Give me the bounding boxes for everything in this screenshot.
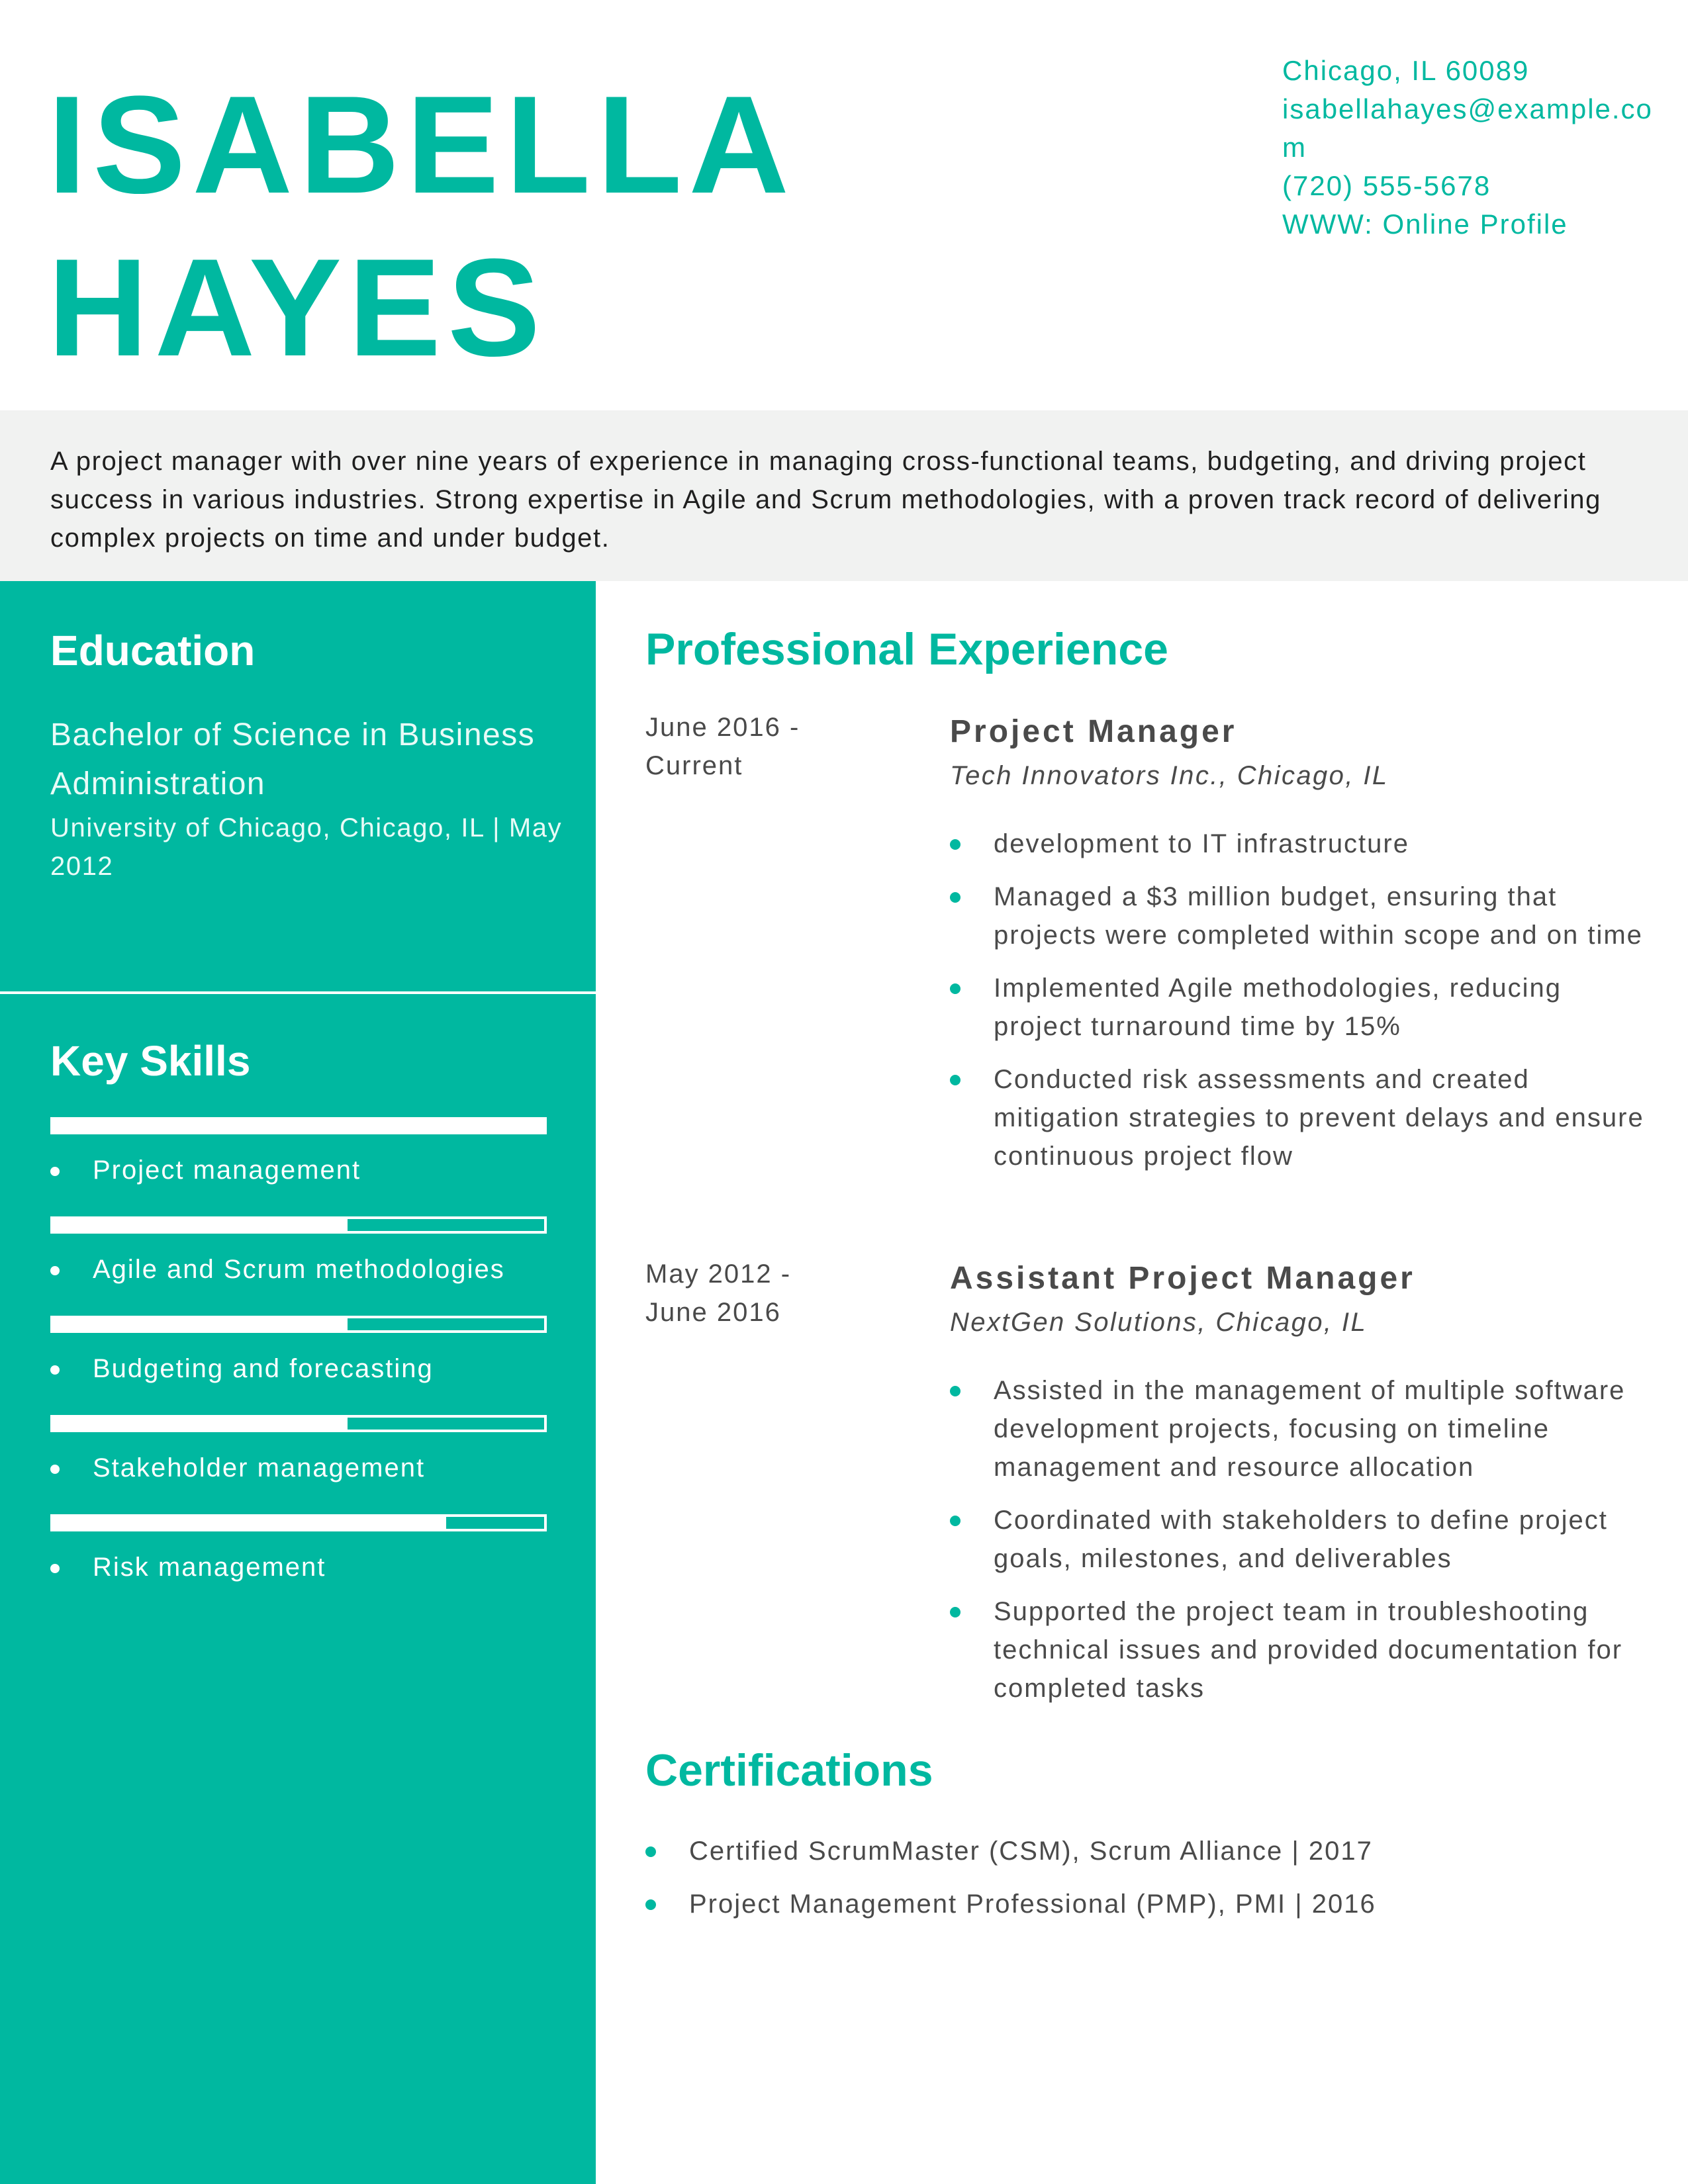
- skill-level-bar: [50, 1117, 547, 1134]
- skill-label: Budgeting and forecasting: [93, 1354, 434, 1383]
- skill-label: Risk management: [93, 1553, 326, 1582]
- skill-level-fill: [53, 1219, 348, 1231]
- job-dates: June 2016 - Current: [645, 713, 800, 780]
- bullet-icon: [645, 1846, 656, 1857]
- skill-item: [50, 1354, 434, 1384]
- skill-label: Project management: [93, 1156, 361, 1185]
- bullet-text: Implemented Agile methodologies, reducing project turnaround time by 15%: [994, 974, 1562, 1041]
- bullet-text: Managed a $3 million budget, ensuring that projects were completed within scope and on time: [994, 882, 1643, 950]
- skill-level-bar: [50, 1216, 547, 1234]
- bullet-text: Supported the project team in troubleshooting technical issues and provided documentation for completed tasks: [994, 1597, 1623, 1703]
- experience-heading: Professional Experience: [645, 624, 1168, 674]
- contact-phone[interactable]: (720) 555-5678: [1282, 170, 1491, 201]
- sidebar: [0, 581, 596, 2184]
- list-item: [950, 1060, 1652, 1175]
- skill-level-bar: [50, 1514, 547, 1531]
- bullet-icon: [645, 1899, 656, 1910]
- bullet-text: Assisted in the management of multiple software development projects, focusing on timeline management and resource allocation: [994, 1376, 1626, 1482]
- list-item: [950, 1501, 1652, 1578]
- skill-item: [50, 1553, 326, 1582]
- bullet-icon: [950, 1386, 961, 1396]
- skill-item: [50, 1255, 505, 1285]
- bullet-icon: [950, 839, 961, 850]
- bullet-icon: [50, 1167, 60, 1176]
- bullet-icon: [950, 1075, 961, 1085]
- job-company: Tech Innovators Inc., Chicago, IL: [950, 761, 1389, 790]
- list-item: [645, 1885, 1638, 1923]
- first-name: ISABELLA: [48, 67, 796, 222]
- bullet-icon: [50, 1465, 60, 1474]
- skill-level-fill: [53, 1120, 544, 1132]
- list-item: [950, 1592, 1652, 1707]
- skill-label: Stakeholder management: [93, 1453, 426, 1482]
- certifications-list: [645, 1832, 1638, 1938]
- summary-band: [0, 410, 1688, 581]
- skill-label: Agile and Scrum methodologies: [93, 1255, 505, 1284]
- skill-level-bar: [50, 1316, 547, 1333]
- skills-heading: Key Skills: [50, 1037, 251, 1085]
- skill-item: [50, 1156, 361, 1185]
- skill-level-fill: [53, 1418, 348, 1430]
- contact-block: [1282, 52, 1653, 244]
- bullet-icon: [950, 892, 961, 903]
- list-item: [950, 825, 1652, 863]
- bullet-icon: [950, 1516, 961, 1526]
- contact-website[interactable]: WWW: Online Profile: [1282, 208, 1568, 240]
- list-item: [950, 878, 1652, 954]
- cert-text: Project Management Professional (PMP), PMI | 2016: [689, 1889, 1376, 1919]
- education-school: University of Chicago, Chicago, IL | May 2012: [50, 813, 563, 881]
- bullet-text: Coordinated with stakeholders to define project goals, milestones, and deliverables: [994, 1506, 1608, 1573]
- job-bullets: [950, 825, 1652, 1190]
- summary-text: A project manager with over nine years of experience in managing cross-functional teams, budgeting, and driving project success in various industries. Strong expertise in Agile and Scrum methodologies, with a proven track record of delivering complex projects on time and under budget.: [50, 447, 1601, 553]
- bullet-icon: [50, 1266, 60, 1275]
- last-name: HAYES: [48, 230, 547, 385]
- skill-level-fill: [53, 1517, 446, 1529]
- bullet-text: development to IT infrastructure: [994, 829, 1409, 858]
- job-company: NextGen Solutions, Chicago, IL: [950, 1308, 1368, 1337]
- job-bullets: [950, 1371, 1652, 1722]
- bullet-icon: [50, 1564, 60, 1573]
- education-degree: Bachelor of Science in Business Administration: [50, 717, 536, 801]
- contact-email[interactable]: isabellahayes@example.com: [1282, 93, 1653, 163]
- sidebar-divider: [0, 991, 596, 994]
- job-title: Project Manager: [950, 714, 1237, 749]
- list-item: [950, 1371, 1652, 1486]
- education-heading: Education: [50, 627, 256, 674]
- skill-level-fill: [53, 1318, 348, 1330]
- job-title: Assistant Project Manager: [950, 1261, 1415, 1296]
- cert-text: Certified ScrumMaster (CSM), Scrum Alliance | 2017: [689, 1837, 1373, 1866]
- contact-location: Chicago, IL 60089: [1282, 55, 1530, 86]
- candidate-name: [48, 64, 796, 389]
- list-item: [645, 1832, 1638, 1870]
- job-dates: May 2012 - June 2016: [645, 1259, 792, 1327]
- bullet-text: Conducted risk assessments and created mitigation strategies to prevent delays and ensure continuous project flow: [994, 1065, 1644, 1171]
- bullet-icon: [950, 983, 961, 994]
- bullet-icon: [950, 1607, 961, 1617]
- certifications-heading: Certifications: [645, 1745, 933, 1796]
- skill-item: [50, 1453, 425, 1483]
- skill-level-bar: [50, 1415, 547, 1432]
- list-item: [950, 969, 1652, 1046]
- bullet-icon: [50, 1365, 60, 1375]
